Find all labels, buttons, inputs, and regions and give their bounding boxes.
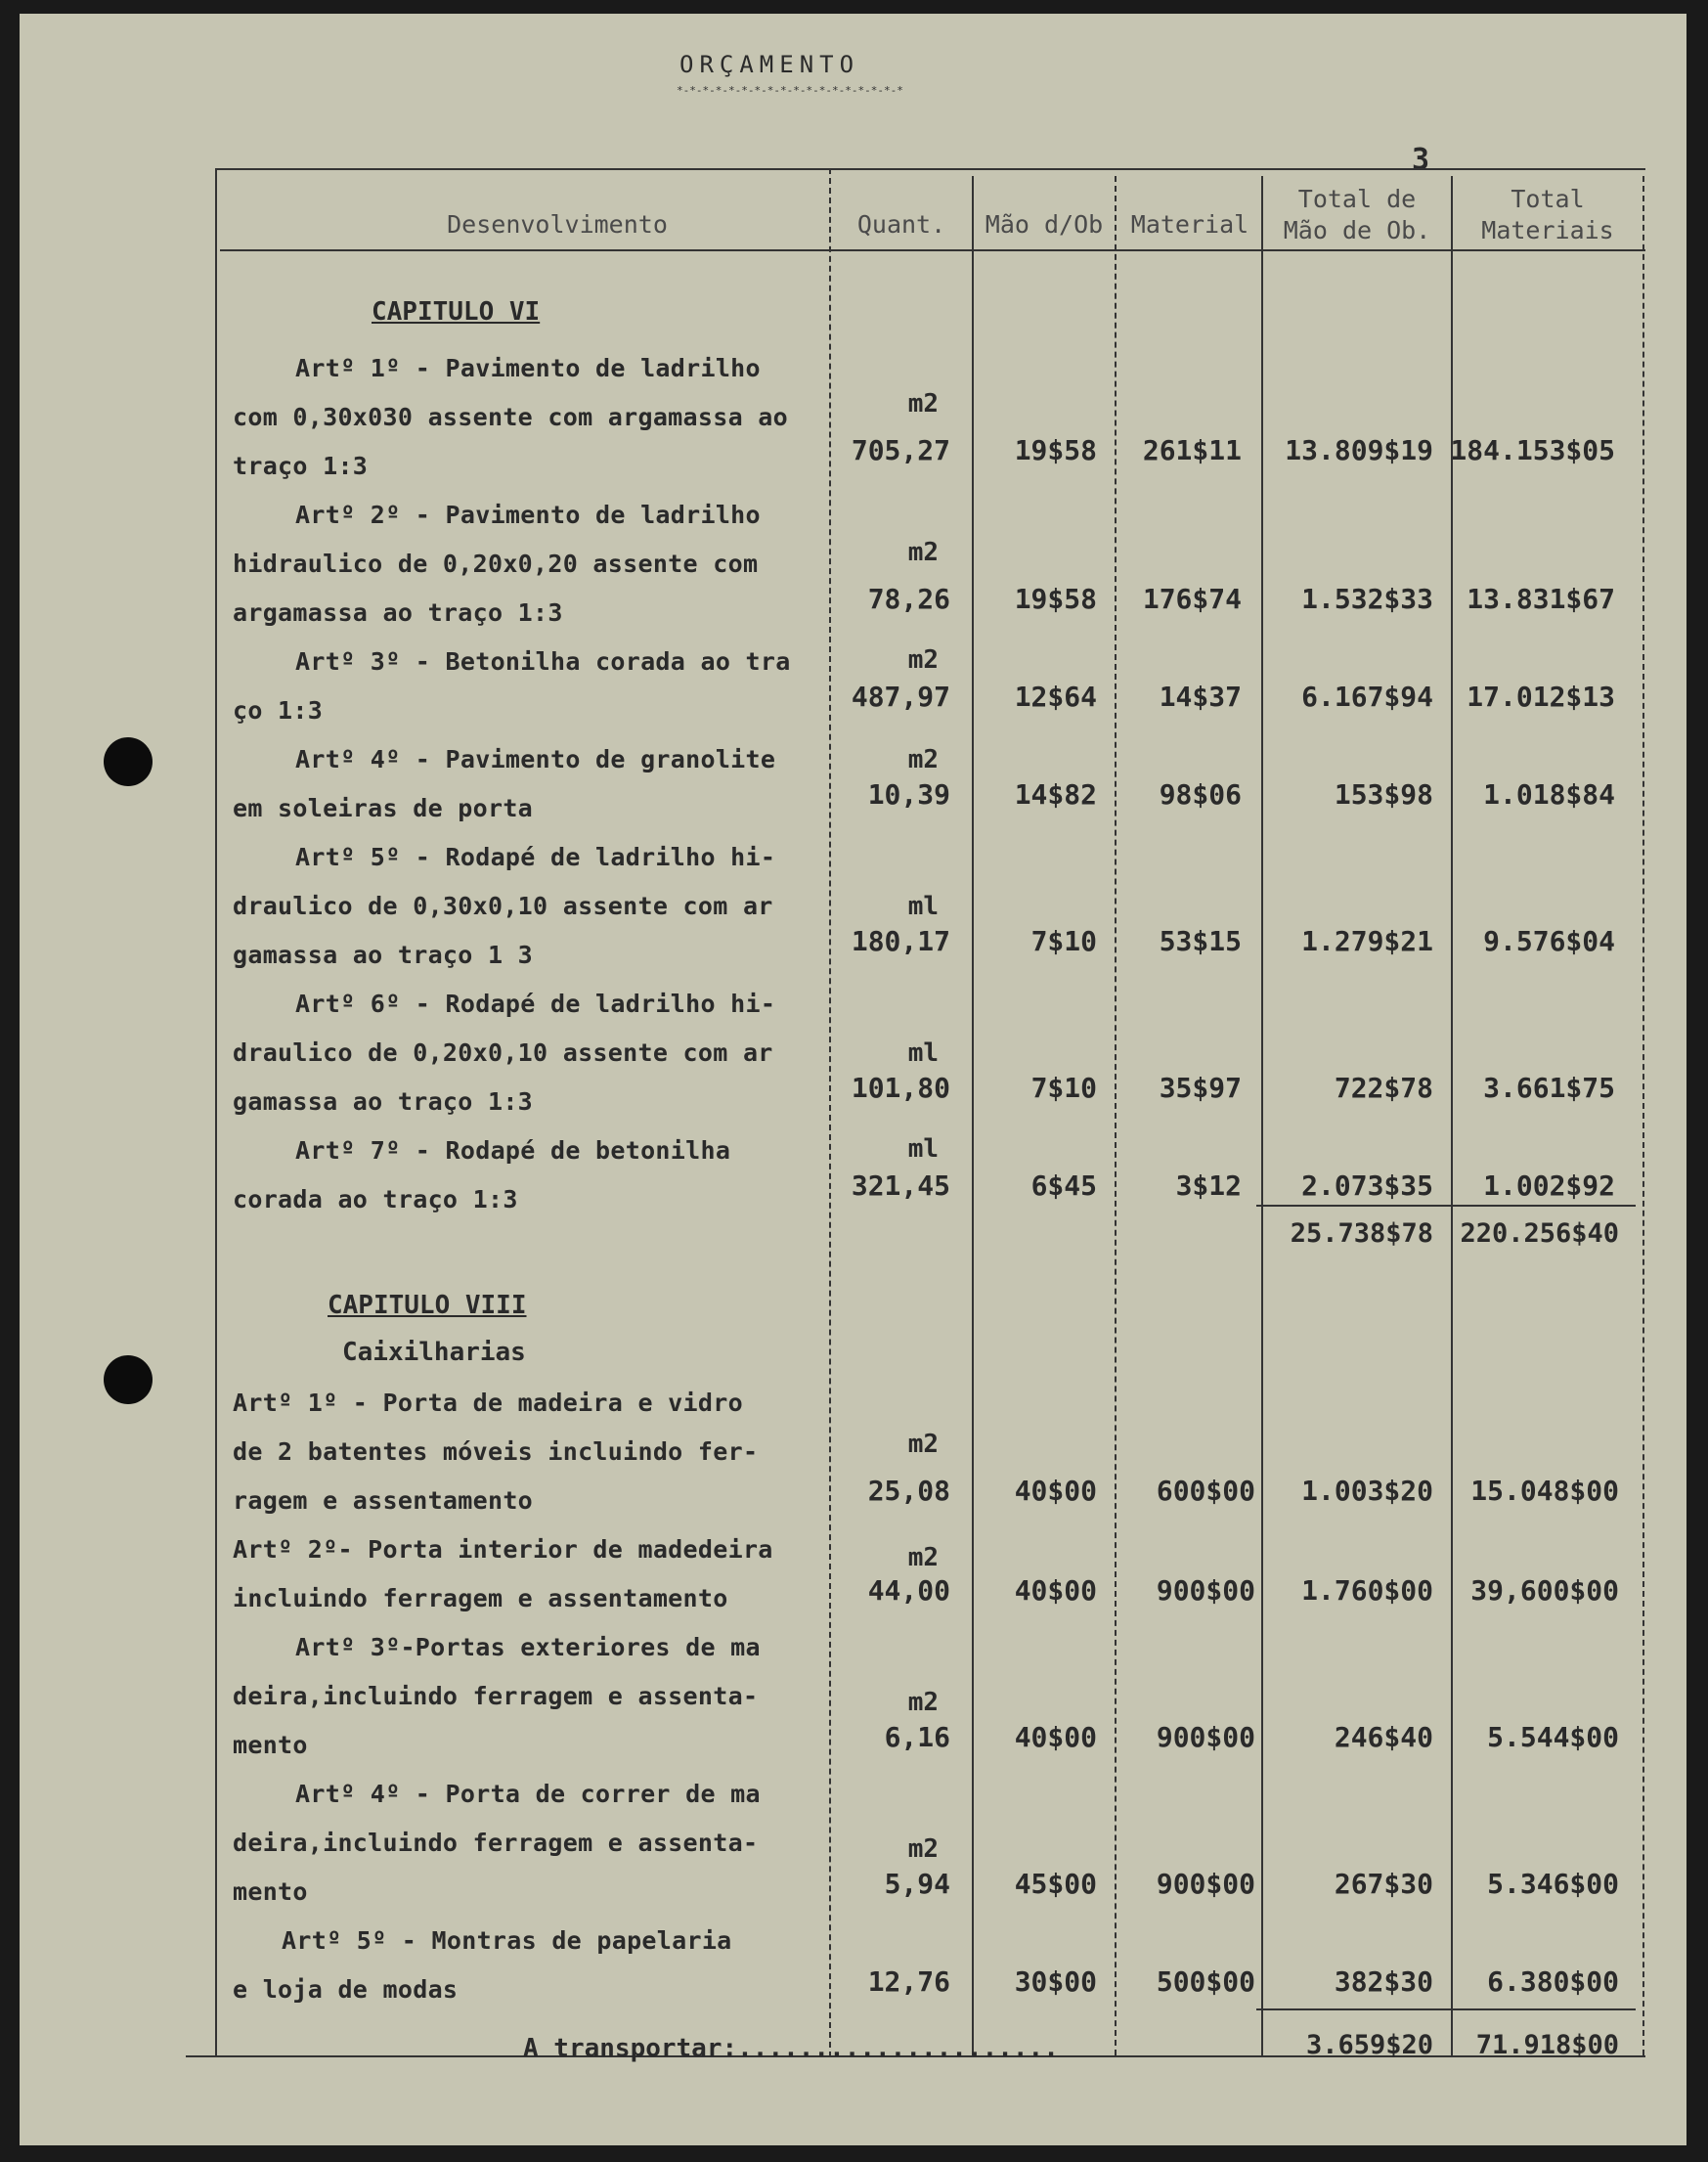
ch6-art7-tmao: 2.073$35 (1301, 1169, 1433, 1202)
ch8-art1-tmat: 15.048$00 (1470, 1475, 1619, 1507)
ch6-subtotal-mao: 25.738$78 (1290, 1218, 1433, 1249)
header-quant: Quant. (856, 210, 946, 239)
ch6-subtotal-mat: 220.256$40 (1460, 1218, 1619, 1249)
punch-hole (104, 737, 153, 786)
ch8-art1-mat: 600$00 (1156, 1475, 1255, 1507)
ch8-art3-unit: m2 (907, 1688, 939, 1717)
ch6-art4-tmao: 153$98 (1334, 778, 1433, 811)
ch8-art3-mat: 900$00 (1156, 1721, 1255, 1753)
ch8-art4-tmat: 5.346$00 (1487, 1868, 1619, 1900)
ch6-art4-mao: 14$82 (1014, 778, 1097, 811)
ch6-art2-tmao: 1.532$33 (1301, 583, 1433, 615)
ch8-art5-desc: Artº 5º - Montras de papelaria e loja de modas (233, 1926, 732, 2004)
ch6-art3-quant: 487,97 (851, 681, 950, 713)
ch6-art1-tmat: 184.153$05 (1450, 434, 1615, 466)
header-desenvolvimento: Desenvolvimento (447, 210, 668, 239)
ch8-art3-desc: Artº 3º-Portas exteriores de ma deira,incluindo ferragem e assenta- mento (233, 1633, 761, 1759)
chapter-8-title: CAPITULO VIII (328, 1291, 527, 1320)
ch6-art1-tmao: 13.809$19 (1285, 434, 1433, 466)
ch8-art4-quant: 5,94 (884, 1868, 950, 1900)
ch8-art3-tmat: 5.544$00 (1487, 1721, 1619, 1753)
ch6-art2-desc: Artº 2º - Pavimento de ladrilho hidraulico de 0,20x0,20 assente com argamassa ao traço 1:3 (233, 501, 761, 627)
ch6-art7-mao: 6$45 (1030, 1169, 1097, 1202)
ch8-art1-desc: Artº 1º - Porta de madeira e vidro de 2 batentes móveis incluindo fer- ragem e assentamento (233, 1389, 759, 1515)
ch6-art2-tmat: 13.831$67 (1467, 583, 1615, 615)
ch6-art1-mat: 261$11 (1142, 434, 1242, 466)
ch6-art3-tmat: 17.012$13 (1467, 681, 1615, 713)
ch8-art1-unit: m2 (907, 1430, 939, 1459)
ch8-art2-mao: 40$00 (1014, 1574, 1097, 1607)
ch6-art4-unit: m2 (907, 745, 939, 774)
ch6-art5-tmat: 9.576$04 (1483, 925, 1615, 957)
ch8-art4-tmao: 267$30 (1334, 1868, 1433, 1900)
ch8-art2-tmat: 39,600$00 (1470, 1574, 1619, 1607)
ch8-art3-mao: 40$00 (1014, 1721, 1097, 1753)
ch8-art5-mat: 500$00 (1156, 1965, 1255, 1998)
chapter-8-subtitle: Caixilharias (342, 1338, 526, 1367)
ch6-art6-quant: 101,80 (851, 1072, 950, 1104)
ch6-art1-unit: m2 (907, 389, 939, 419)
ch8-art1-tmao: 1.003$20 (1301, 1475, 1433, 1507)
ch6-art6-unit: ml (907, 1038, 939, 1068)
ch6-art5-quant: 180,17 (851, 925, 950, 957)
ch6-art2-mat: 176$74 (1142, 583, 1242, 615)
ch8-art4-unit: m2 (907, 1834, 939, 1864)
ch6-art1-desc: Artº 1º - Pavimento de ladrilho com 0,30x030 assente com argamassa ao traço 1:3 (233, 354, 788, 480)
ch6-art5-mat: 53$15 (1159, 925, 1242, 957)
ch6-art7-tmat: 1.002$92 (1483, 1169, 1615, 1202)
document-title: ORÇAMENTO (679, 51, 860, 78)
ch6-art5-mao: 7$10 (1030, 925, 1097, 957)
ch6-art6-tmao: 722$78 (1334, 1072, 1433, 1104)
chapter-6-title: CAPITULO VI (372, 297, 541, 327)
header-total-mao: Total de Mão de Ob. (1283, 185, 1431, 244)
ch6-art4-mat: 98$06 (1159, 778, 1242, 811)
ch6-art3-mao: 12$64 (1014, 681, 1097, 713)
ch6-art2-quant: 78,26 (867, 583, 950, 615)
ch6-art7-desc: Artº 7º - Rodapé de betonilha corada ao traço 1:3 (233, 1136, 731, 1213)
ch6-art5-unit: ml (907, 892, 939, 921)
ch6-art3-mat: 14$37 (1159, 681, 1242, 713)
ch8-art5-tmat: 6.380$00 (1487, 1965, 1619, 1998)
ch6-art5-desc: Artº 5º - Rodapé de ladrilho hi- draulico de 0,30x0,10 assente com ar gamassa ao traço 1 3 (233, 843, 776, 969)
transport-total-mao: 3.659$20 (1305, 2030, 1433, 2060)
ch6-art3-unit: m2 (907, 645, 939, 675)
ch6-art4-desc: Artº 4º - Pavimento de granolite em soleiras de porta (233, 745, 776, 822)
header-material: Material (1130, 210, 1249, 239)
ch6-art1-quant: 705,27 (851, 434, 950, 466)
ch8-art2-desc: Artº 2º- Porta interior de madedeira incluindo ferragem e assentamento (233, 1535, 773, 1612)
ch8-art2-unit: m2 (907, 1543, 939, 1572)
ch6-art1-mao: 19$58 (1014, 434, 1097, 466)
ch6-art6-desc: Artº 6º - Rodapé de ladrilho hi- draulico de 0,20x0,10 assente com ar gamassa ao traço 1:3 (233, 990, 776, 1116)
transport-total-mat: 71.918$00 (1475, 2030, 1619, 2060)
ch8-art3-quant: 6,16 (884, 1721, 950, 1753)
ch6-art6-tmat: 3.661$75 (1483, 1072, 1615, 1104)
title-ornament: *-*-*-*-*-*-*-*-*-*-*-*-*-*-*-*-*-* (677, 84, 903, 97)
ch6-art3-desc: Artº 3º - Betonilha corada ao tra ço 1:3 (233, 647, 791, 725)
punch-hole (104, 1355, 153, 1404)
ch8-art3-tmao: 246$40 (1334, 1721, 1433, 1753)
ch6-art5-tmao: 1.279$21 (1301, 925, 1433, 957)
ch8-art5-mao: 30$00 (1014, 1965, 1097, 1998)
ch8-art5-tmao: 382$30 (1334, 1965, 1433, 1998)
ch8-art4-mat: 900$00 (1156, 1868, 1255, 1900)
ch8-art2-tmao: 1.760$00 (1301, 1574, 1433, 1607)
page-number: 3 (1412, 143, 1430, 177)
ch6-art6-mat: 35$97 (1159, 1072, 1242, 1104)
ch8-art1-quant: 25,08 (867, 1475, 950, 1507)
ch6-art2-unit: m2 (907, 538, 939, 567)
ch6-art6-mao: 7$10 (1030, 1072, 1097, 1104)
ch6-art4-quant: 10,39 (867, 778, 950, 811)
ch6-art3-tmao: 6.167$94 (1301, 681, 1433, 713)
ch8-art4-desc: Artº 4º - Porta de correr de ma deira,incluindo ferragem e assenta- mento (233, 1780, 761, 1906)
ch8-art2-quant: 44,00 (867, 1574, 950, 1607)
ch6-art7-unit: ml (907, 1134, 939, 1164)
ch6-art7-quant: 321,45 (851, 1169, 950, 1202)
header-mao: Mão d/Ob (985, 210, 1104, 239)
ch6-art4-tmat: 1.018$84 (1483, 778, 1615, 811)
ch8-art5-quant: 12,76 (867, 1965, 950, 1998)
ch8-art2-mat: 900$00 (1156, 1574, 1255, 1607)
header-total-materiais: Total Materiais (1481, 185, 1614, 244)
ch6-art7-mat: 3$12 (1175, 1169, 1242, 1202)
ch6-art2-mao: 19$58 (1014, 583, 1097, 615)
ch8-art4-mao: 45$00 (1014, 1868, 1097, 1900)
ch8-art1-mao: 40$00 (1014, 1475, 1097, 1507)
transport-label: A transportar:..................... (523, 2034, 1059, 2063)
